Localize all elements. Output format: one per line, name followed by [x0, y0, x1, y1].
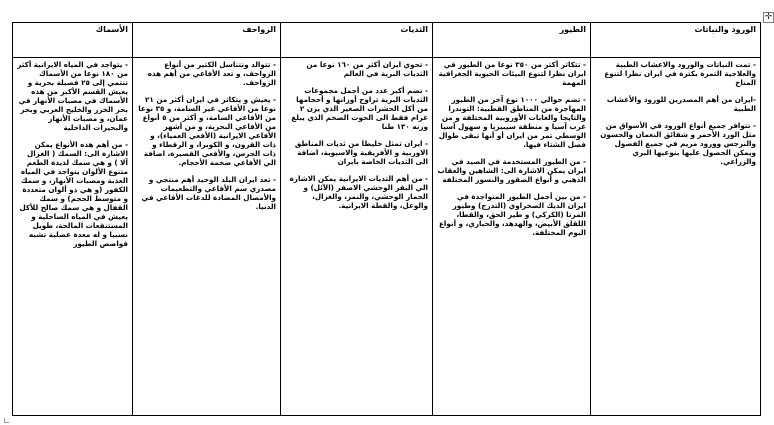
birds-para-1: - تتكاثر أكثر من ٣٥٠ نوعا من الطيور في ايران نظرا لتنوع البيئات الحيوية الجغرافية المهمة [438, 60, 586, 87]
header-reptiles: الزواحف [133, 23, 281, 58]
reptiles-para-1: - تتوالد وتتناسل الكثير من أنواع الزواحف، و تعد الأفاعي من أهم هذه الزواحف. [147, 60, 276, 87]
paragraph-end-mark [4, 418, 9, 423]
reptiles-para-2: - يعيش و يتكاثر في ايران أكثر من ٢١ نوعا من الأفاعي غير السامة، و ٣٥ نوعا من الأفاعي السامة، و أكثر من ٥ أنواع من الأفاعي البحرية، و من أشهر الأفاعي الايرانية (الأفعي العمياء)، و ذات القرون، و الكوبرا، و الرقطاء و ذات الجرس، والأفعي القصيرة، اضافة الي الأفاعي ضخمة الأحجام. [138, 95, 276, 167]
table-body-row [13, 58, 761, 416]
flowers-para-2: -ايران من أهم المصدرين للورود والأعشاب الطبية [606, 95, 756, 113]
animals-plants-table [12, 22, 761, 416]
mammals-para-3: - ايران تمثل خليطا من ثديات المناطق الاوربية و الأفريقية والاسيوية، اضافة الى الثديات الخاصة بايران [294, 139, 428, 166]
fish-para-2: - من أهم هذه الأنواع يمكن الاشارة الى: السمك ( الغزال آلا ) و هي سمك لذيذة الطعم متنوع الألوان يتواجد في المياه العذبة ومصبات الأنهار، و سمك الكفور (و هي ذو ألوان متعددة و متوسط الحجم) و سمك القفال و هي سمك صالح للأكل يعيش في المياه الساحلية و المستنقعات المالحة، طويل نسبيا و له معدة عضلية تشبه قواصص الطيور [19, 140, 128, 248]
header-fish: الأسماك [13, 23, 133, 58]
reptiles-para-3: - تعد ايران البلد الوحيد أهم منتجي و مصدري سم الأفاعي والتطعيمات والأمصال المضادة للدغات الأفاعي في الدنيا. [141, 175, 276, 211]
fish-para-1: - يتواجد في المياه الايرانية أكثر من ١٨٠ نوعا من الأسماك تنتمي إلى ٢٥ فصيلة بحرية و يعيش القسم الأكبر من هذه الأسماك في مصبات الأنهار في بحر الخزر والخليج العربي وبحر عمان، و مصبات الأنهار والبحيرات الداخلية [17, 60, 128, 132]
header-birds: الطيور [433, 23, 591, 58]
birds-para-3: - من الطيور المستخدمة في الصيد في ايران يمكن الاشارة الى: الشاهين والعقاب الذهبي و أنواع الصقور والنسور المختلفة [437, 157, 586, 184]
table-move-handle-icon[interactable]: ✛ [764, 12, 773, 22]
birds-para-4: - من بين أجمل الطيور المتواجدة في ايران الديك الصحراوي (التدرج) وطيور المرنا (الكركي) و طير الحق، والقطا، اللقلق الأبيض، والهدهد، والحباري، و أنواع البوم المختلفة. [439, 192, 586, 237]
cell-mammals [281, 58, 433, 416]
table-header-row [13, 23, 761, 58]
mammals-para-1: - تحوي ايران أكثر من ١٦٠ نوعا من الثديات البرية في العالم [306, 60, 428, 78]
cell-reptiles [133, 58, 281, 416]
cell-fish [13, 58, 133, 416]
cell-birds [433, 58, 591, 416]
flowers-para-3: - تتوافر جميع أنواع الورود في الأسواق من مثل الورد الأحمر و شقائق النعمان والحسون والنرجس وورود مريم في جميع الفصول ويمكن الحصول عليها بنوعيها البري والزراعي. [600, 121, 756, 166]
cell-flowers [591, 58, 761, 416]
header-mammals: الثديات [281, 23, 433, 58]
header-flowers: الورود والنباتات [591, 23, 761, 58]
flowers-para-1: - تمت النباتات والورود والاعشاب الطبية والعلاجية الثمرة بكثرة في ايران نظرا لتنوع المناخ [604, 60, 756, 87]
mammals-para-4: - من أهم الثديات الايرانية يمكن الاشارة الي البقر الوحشي الاصفر (الآئل) و الحمار الوحشي، والنمر، والغزال، والوعل، والقطة الايرانية. [289, 174, 428, 210]
birds-para-2: - تضم حوالي ١٠٠٠ نوع آخر من الطيور المهاجرة من المناطق القطبية: التوندرا والتايجا والغابات الأوروبية المختلفة و من غرب آسيا و منطقة سيبيريا و سهول آسيا الوسطي تمر من ايران أو أنها تبقى طوال فصل الشتاء فيها. [438, 95, 586, 149]
mammals-para-2: - تضم أكبر عدد من أجمل مجموعات الثديات البرية تراوح أوزانها و أحجامها من أكل الحشرات الصغير الذي يزن ٢ غرام فقط الى الحوت الضخم الذي يبلغ وزنه ١٣٠ طنا [291, 86, 428, 131]
